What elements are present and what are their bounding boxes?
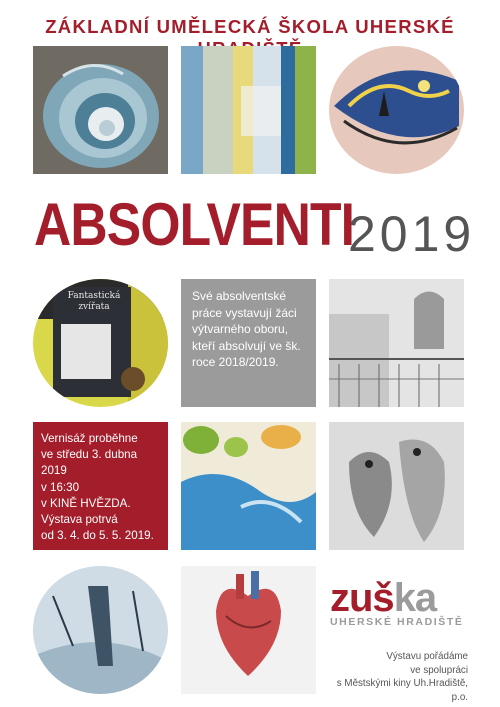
vernissage-line: ve středu 3. dubna 2019: [41, 448, 138, 478]
info-text: Své absolventské práce vystavují žáci výtvarného oboru, kteří absolvují ve šk. roce 2018/2019.: [192, 289, 301, 369]
school-name-header: ZÁKLADNÍ UMĚLECKÁ ŠKOLA UHERSKÉ: [45, 16, 455, 37]
logo-subtitle: UHERSKÉ HRADIŠTĚ: [330, 616, 464, 628]
artwork-eye-starry-night: [329, 46, 464, 174]
artwork-parrots-drawing: [329, 422, 464, 550]
organizer-note: [320, 650, 468, 704]
exhibition-year: 2019: [348, 206, 476, 262]
artwork-architecture-drawing: [329, 279, 464, 407]
artwork-anatomical-heart: [181, 566, 316, 694]
artwork-blue-swirl: [33, 46, 168, 174]
vernissage-line: od 3. 4. do 5. 5. 2019.: [41, 529, 154, 543]
zuska-logo: [330, 578, 470, 628]
artwork-textile-stripes: [181, 46, 316, 174]
vernissage-box: [33, 422, 168, 550]
logo-gray-part: ka: [393, 576, 437, 620]
vernissage-line: v KINĚ HVĚZDA.: [41, 496, 131, 510]
vernissage-line: Výstava potrvá: [41, 513, 118, 527]
info-box: [181, 279, 316, 407]
artwork-winter-figure: [33, 566, 168, 694]
exhibition-title: ABSOLVENTI: [34, 191, 355, 258]
footer-line: s Městskými kiny Uh.Hradiště, p.o.: [336, 678, 468, 703]
vernissage-text: [33, 422, 168, 544]
vernissage-line: Vernisáž proběhne: [41, 432, 138, 445]
logo-wordmark: [330, 578, 470, 618]
artwork-book-fantastic-beasts: [33, 279, 168, 407]
logo-red-part: zuš: [330, 576, 394, 620]
vernissage-line: v 16:30: [41, 480, 80, 494]
book-cover-title: Fantastická zvířata: [67, 291, 121, 312]
footer-line: ve spolupráci: [410, 664, 468, 676]
footer-line: Výstavu pořádáme: [386, 651, 468, 662]
artwork-watercolor: [181, 422, 316, 550]
